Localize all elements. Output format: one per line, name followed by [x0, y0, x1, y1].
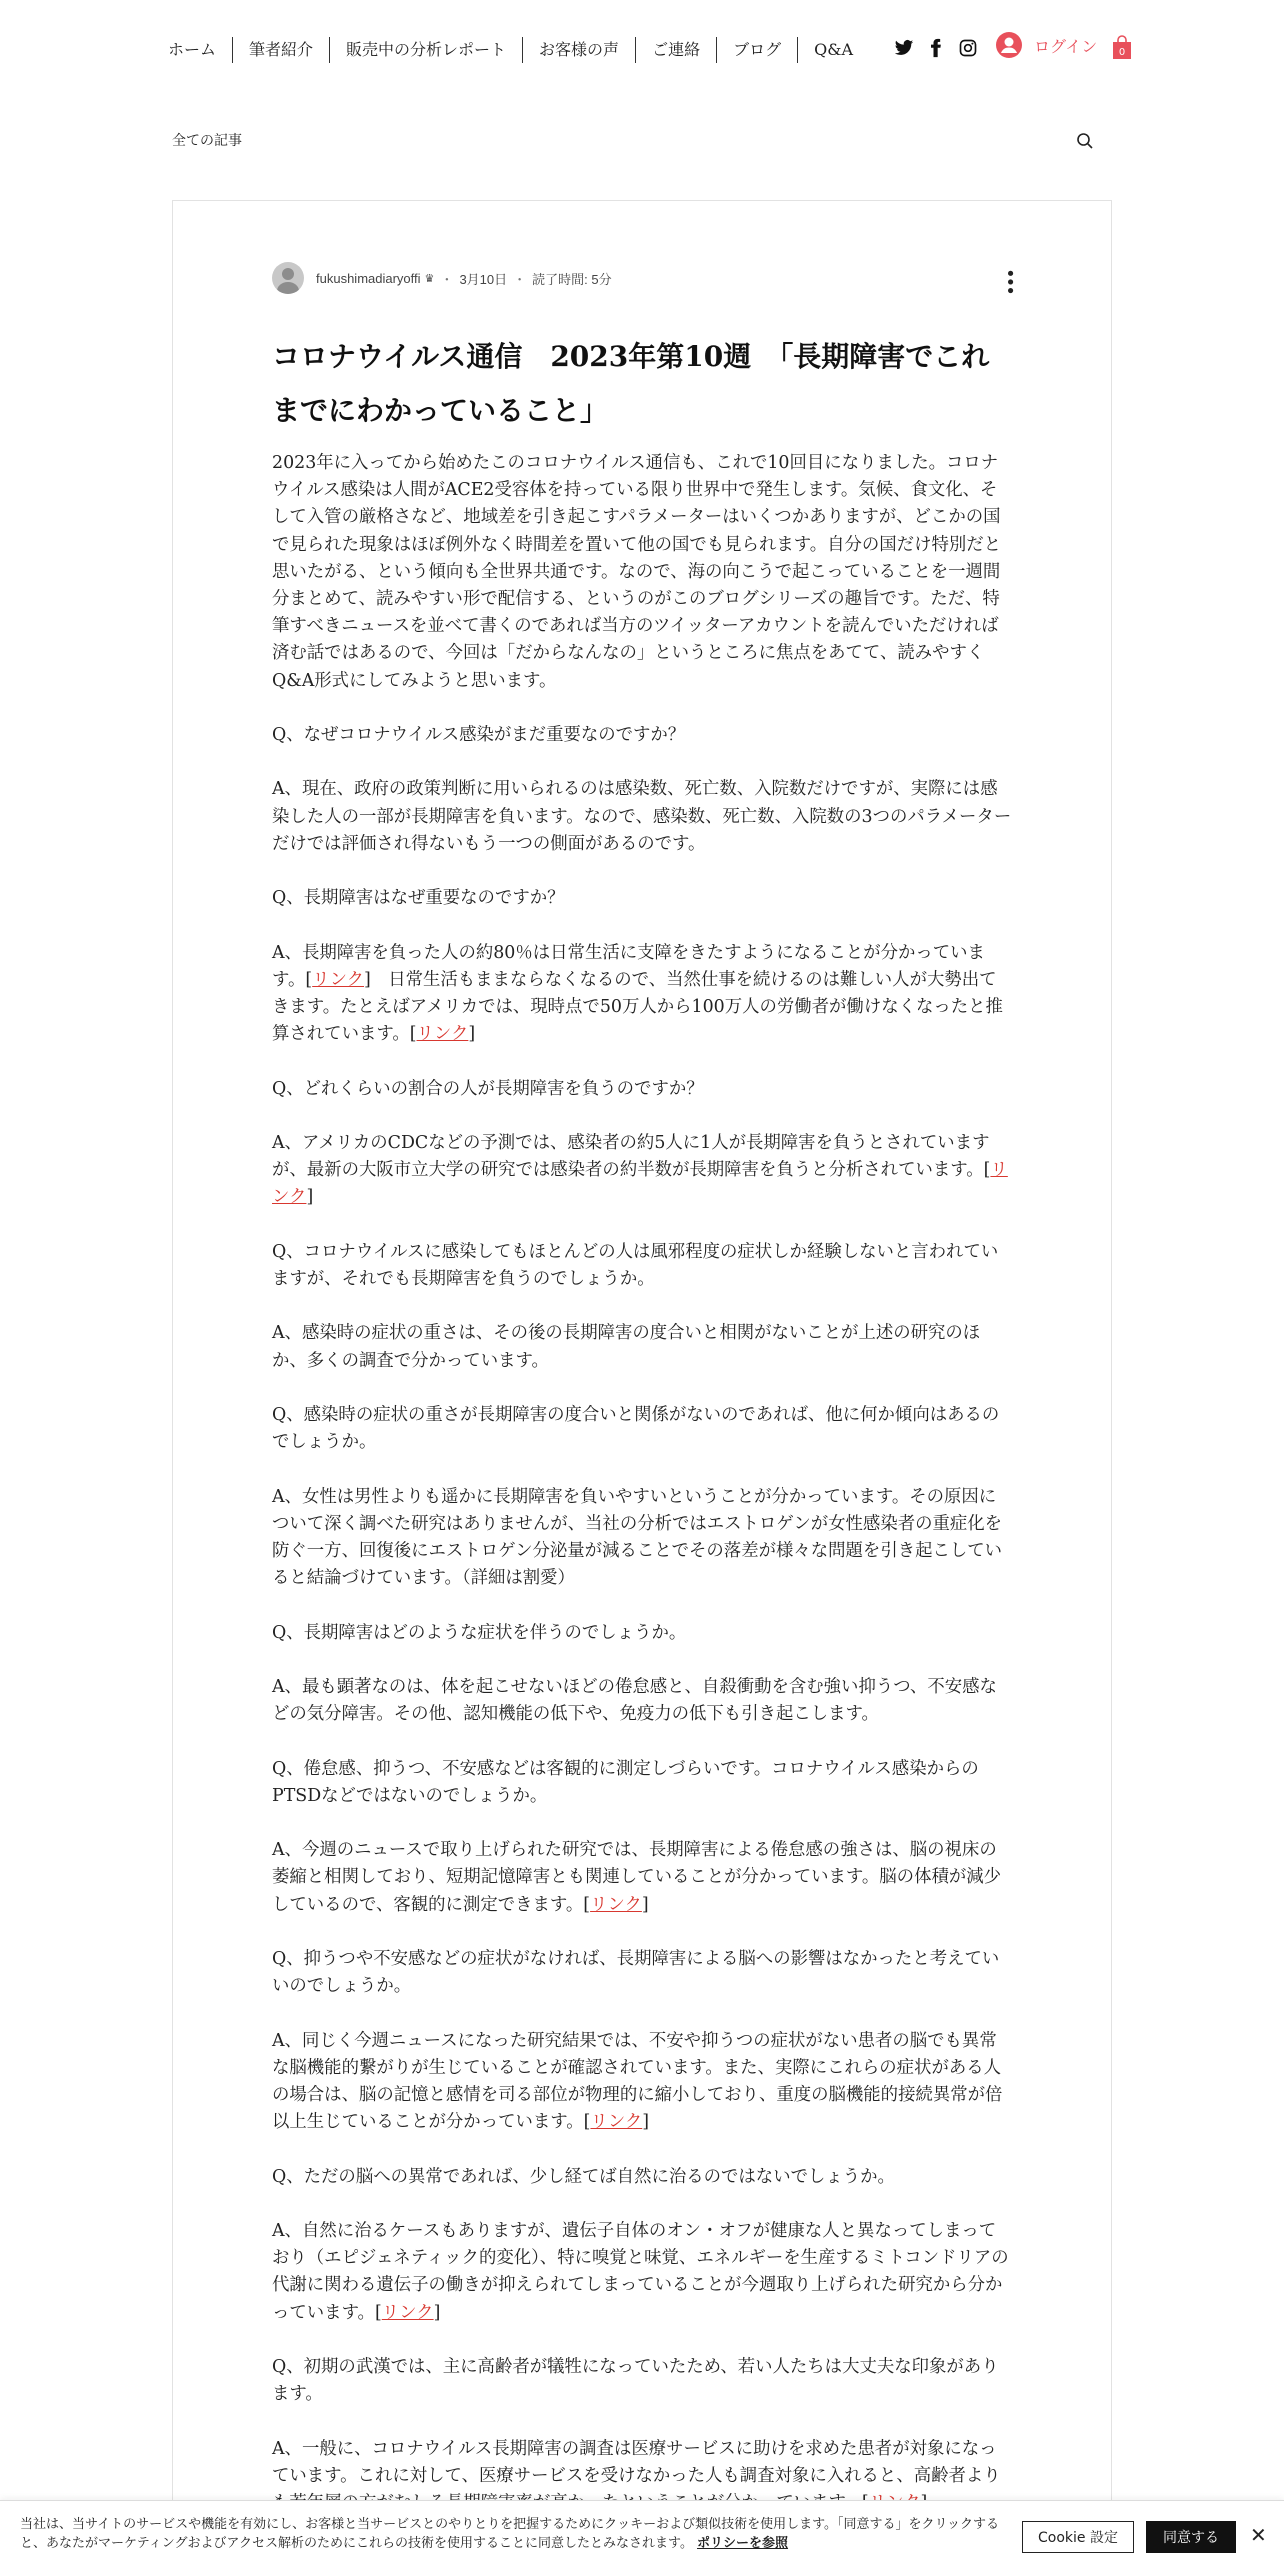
paragraph-text: Q、ただの脳への異常であれば、少し経てば自然に治るのではないでしょうか。 [272, 2166, 895, 2187]
source-link[interactable]: リンク [590, 1894, 642, 1915]
read-time: 読了時間: 5分 [532, 271, 612, 287]
paragraph-text: A、今週のニュースで取り上げられた研究では、長期障害による倦怠感の強さは、脳の視床の萎縮と相関しており、短期記憶障害とも関連していることが分かっています。脳の体積が減少しているので、客観的に測定できます。[ [272, 1840, 1002, 1915]
answer-paragraph [272, 1484, 1012, 1593]
answer-paragraph [272, 1130, 1012, 1212]
cart-count: 0 [1118, 47, 1126, 58]
policy-link[interactable]: ポリシーを参照 [697, 2536, 789, 2551]
paragraph-text: A、長期障害を負った人の約80％は日常生活に支障をきたすようになることが分かっています。[ [272, 942, 985, 990]
agree-button[interactable]: 同意する [1146, 2521, 1236, 2553]
twitter-icon[interactable] [894, 38, 914, 58]
question-paragraph [272, 885, 1012, 912]
paragraph-text: Q、なぜコロナウイルス感染がまだ重要なのですか？ [272, 725, 686, 746]
post-date: 3月10日 [459, 271, 508, 287]
question-paragraph [272, 1620, 1012, 1647]
paragraph-text: ] 日常生活もままならなくなるので、当然仕事を続けるのは難しい人が大勢出てきます。たとえばアメリカでは、現時点で50万人から100万人の労働者が働けなくなったと推算されています。[ [272, 969, 1003, 1045]
instagram-icon[interactable] [958, 38, 978, 58]
all-posts-link[interactable]: 全ての記事 [172, 133, 242, 149]
author-name[interactable]: fukushimadiaryoffi [316, 270, 421, 286]
more-options-icon[interactable]: ••• [999, 268, 1020, 294]
search-icon[interactable] [1076, 132, 1094, 150]
cookie-banner [0, 2500, 1284, 2568]
question-paragraph [272, 1756, 1012, 1810]
question-paragraph [272, 722, 1012, 749]
source-link[interactable]: リンク [272, 1160, 1008, 1208]
post-title: コロナウイルス通信 2023年第10週 「長期障害でこれまでにわかっていること」 [272, 340, 990, 427]
question-paragraph [272, 1076, 1012, 1103]
meta-separator: ・ [440, 271, 454, 287]
paragraph-text: ] [642, 2112, 650, 2133]
paragraph-text: Q、倦怠感、抑うつ、不安感などは客観的に測定しづらいです。コロナウイルス感染からのPTSDなどではないのでしょうか。 [272, 1758, 979, 1806]
paragraph-text: A、自然に治るケースもありますが、遺伝子自体のオン・オフが健康な人と異なってしまっており（エピジェネティック的変化）、特に嗅覚と味覚、エネルギーを生産するミトコンドリアの代謝に関わる遺伝子の働きが抑えられてしまっていることが今週取り上げられた研究から分かっています。[ [272, 2220, 1009, 2323]
question-paragraph [272, 1239, 1012, 1293]
paragraph-text: Q、長期障害はなぜ重要なのですか？ [272, 888, 565, 909]
answer-paragraph [272, 776, 1012, 858]
paragraph-text: ] [641, 1894, 649, 1915]
paragraph-text: A、最も顕著なのは、体を起こせないほどの倦怠感と、自殺衝動を含む強い抑うつ、不安感などの気分障害。その他、認知機能の低下や、免疫力の低下も引き起こします。 [272, 1676, 997, 1725]
cookie-text: 当社は、当サイトのサービスや機能を有効にし、お客様と当サービスとのやりとりを把握するためにクッキーおよび類似技術を使用します。「同意する」をクリックすると、あなたがマーケティングおよびアクセス解析のためにこれらの技術を使用することに同意したとみなされます。 [20, 2517, 1000, 2551]
facebook-icon[interactable] [926, 38, 946, 58]
paragraph-text: ] [468, 1024, 476, 1045]
post-body [272, 450, 1012, 2544]
paragraph-text: Q、長期障害はどのような症状を伴うのでしょうか。 [272, 1622, 687, 1643]
nav-item[interactable]: ご連絡 [636, 37, 717, 63]
nav-item[interactable]: お客様の声 [523, 37, 636, 63]
nav-item[interactable]: 販売中の分析レポート [330, 37, 523, 63]
login-label: ログイン [1034, 36, 1098, 56]
paragraph-text: A、現在、政府の政策判断に用いられるのは感染数、死亡数、入院数だけですが、実際には感染した人の一部が長期障害を負います。なので、感染数、死亡数、入院数の3つのパラメーターだけでは評価され得ないもう一つの側面があるのです。 [272, 779, 1012, 854]
meta-separator: ・ [513, 271, 527, 287]
answer-paragraph [272, 940, 1012, 1049]
cookie-settings-button[interactable]: Cookie 設定 [1022, 2521, 1134, 2553]
paragraph-text: Q、どれくらいの割合の人が長期障害を負うのですか？ [272, 1078, 704, 1099]
nav-item[interactable]: ブログ [717, 37, 798, 63]
source-link[interactable]: リンク [416, 1024, 469, 1045]
paragraph-text: 2023年に入ってから始めたこのコロナウイルス通信も、これで10回目になりました。コロナウイルス感染は人間がACE2受容体を持っている限り世界中で発生します。気候、食文化、そして入管の厳格さなど、地域差を引き起こすパラメーターはいくつかありますが、どこかの国で見られた現象はほぼ例外なく時間差を置いて他の国でも見られます。自分の国だけ特別だと思いたがる、という傾向も全世界共通です。なので、海の向こうで起こっていることを一週間分まとめて、読みやすい形で配信する、というのがこのブログシリーズの趣旨です。ただ、特筆すべきニュースを並べて書くのであれば当方のツイッターアカウントを読んでいただければ済む話ではあるので、今回は「だからなんなの」というところに焦点をあてて、読みやすくQ&A形式にしてみようと思います。 [272, 453, 1002, 691]
paragraph-text: Q、感染時の症状の重さが長期障害の度合いと関係がないのであれば、他に何か傾向はあるのでしょうか。 [272, 1404, 1000, 1453]
paragraph-text: Q、コロナウイルスに感染してもほとんどの人は風邪程度の症状しか経験しないと言われていますが、それでも長期障害を負うのでしょうか。 [272, 1241, 999, 1289]
nav-item[interactable]: ホーム [160, 37, 233, 63]
nav-item[interactable]: Q&A [814, 40, 854, 59]
source-link[interactable]: リンク [312, 969, 365, 990]
paragraph-text: A、感染時の症状の重さは、その後の長期障害の度合いと相関がないことが上述の研究のほか、多くの調査で分かっています。 [272, 1323, 981, 1371]
intro-paragraph [272, 450, 1012, 695]
login-button[interactable] [996, 32, 1097, 58]
paragraph-text: A、女性は男性よりも遥かに長期障害を負いやすいということが分かっています。その原因について深く調べた研究はありませんが、当社の分析ではエストロゲンが女性感染者の重症化を防ぐ一方、回復後にエストロゲン分泌量が減ることでその落差が様々な問題を引き起こしていると結論づけています。（詳細は割愛） [272, 1486, 1003, 1589]
answer-paragraph [272, 2028, 1012, 2137]
question-paragraph [272, 2354, 1012, 2408]
close-icon[interactable]: ✕ [1250, 2523, 1267, 2547]
post-meta [272, 262, 612, 294]
paragraph-text: A、アメリカのCDCなどの予測では、感染者の約5人に1人が長期障害を負うとされていますが、最新の大阪市立大学の研究では感染者の約半数が長期障害を負うと分析されています。[ [272, 1132, 991, 1181]
paragraph-text: Q、初期の武漢では、主に高齢者が犠牲になっていたため、若い人たちは大丈夫な印象があります。 [272, 2356, 999, 2405]
question-paragraph [272, 1402, 1012, 1456]
source-link[interactable]: リンク [590, 2112, 643, 2133]
answer-paragraph [272, 1320, 1012, 1374]
paragraph-text: Q、抑うつや不安感などの症状がなければ、長期障害による脳への影響はなかったと考えていいのでしょうか。 [272, 1948, 1000, 1997]
admin-crown-icon: ♛ [424, 272, 435, 285]
question-paragraph [272, 2164, 1012, 2191]
answer-paragraph [272, 1674, 1012, 1728]
author-avatar[interactable] [272, 262, 304, 294]
paragraph-text: A、一般に、コロナウイルス長期障害の調査は医療サービスに助けを求めた患者が対象になっています。これに対して、医療サービスを受けなかった人も調査対象に入れると、高齢者より [272, 2438, 1001, 2486]
cart-icon[interactable] [1110, 34, 1134, 60]
user-avatar-icon [996, 32, 1022, 58]
answer-paragraph [272, 2218, 1012, 2327]
main-nav [160, 32, 869, 68]
social-links [894, 38, 978, 58]
answer-paragraph [272, 1837, 1012, 1919]
nav-item[interactable]: 筆者紹介 [233, 37, 330, 63]
source-link[interactable]: リンク [381, 2302, 434, 2323]
paragraph-text: A、同じく今週ニュースになった研究結果では、不安や抑うつの症状がない患者の脳でも異常な脳機能的繋がりが生じていることが確認されています。また、実際にこれらの症状がある人の場合は、脳の記憶と感情を司る部位が物理的に縮小しており、重度の脳機能的接続異常が倍以上生じていることが分かっています。[ [272, 2030, 1003, 2133]
question-paragraph [272, 1946, 1012, 2000]
paragraph-text: ] [306, 1187, 314, 1208]
cookie-text-block [20, 2515, 1000, 2553]
paragraph-text: ] [433, 2302, 441, 2323]
